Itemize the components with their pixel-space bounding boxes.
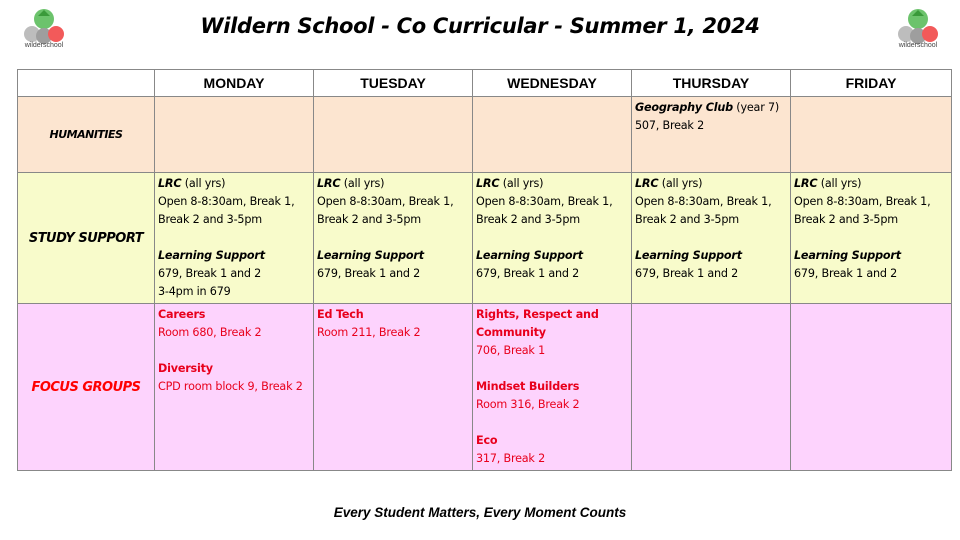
focus-group-detail: 706, Break 1 [476,344,545,357]
learning-support-name: Learning Support [158,249,265,262]
study-monday [155,173,314,304]
learning-support-extra: 3-4pm in 679 [158,285,231,298]
lrc-hours-2: Break 2 and 3-5pm [794,213,898,226]
day-header-monday: MONDAY [155,70,314,97]
club-detail: 507, Break 2 [635,119,704,132]
lrc-hours-1: Open 8-8:30am, Break 1, [794,195,931,208]
day-header-wednesday: WEDNESDAY [473,70,632,97]
lrc-hours-1: Open 8-8:30am, Break 1, [158,195,295,208]
lrc-name: LRC [476,177,500,190]
corner-cell [18,70,155,97]
lrc-note: (all yrs) [820,177,862,190]
row-label-humanities: HUMANITIES [18,97,155,173]
focus-thursday [632,304,791,471]
focus-group-detail: CPD room block 9, Break 2 [158,380,303,393]
lrc-hours-2: Break 2 and 3-5pm [158,213,262,226]
lrc-hours-1: Open 8-8:30am, Break 1, [476,195,613,208]
timetable [17,69,952,471]
focus-group-name: Mindset Builders [476,380,580,393]
focus-friday [791,304,952,471]
lrc-name: LRC [794,177,818,190]
focus-group-name-cont: Community [476,326,546,339]
lrc-note: (all yrs) [184,177,226,190]
study-support-row [18,173,952,304]
humanities-monday [155,97,314,173]
footer-motto: Every Student Matters, Every Moment Counts [333,505,627,520]
humanities-friday [791,97,952,173]
learning-support-detail: 679, Break 1 and 2 [635,267,739,280]
study-friday [791,173,952,304]
lrc-note: (all yrs) [343,177,385,190]
learning-support-name: Learning Support [476,249,583,262]
club-note: (year 7) [736,101,780,114]
row-label-study-support: STUDY SUPPORT [18,173,155,304]
row-label-focus-groups: FOCUS GROUPS [18,304,155,471]
focus-group-detail: Room 316, Break 2 [476,398,580,411]
focus-group-name: Ed Tech [317,308,364,321]
lrc-name: LRC [317,177,341,190]
header-row [18,70,952,97]
focus-monday [155,304,314,471]
humanities-wednesday [473,97,632,173]
lrc-hours-1: Open 8-8:30am, Break 1, [635,195,772,208]
lrc-name: LRC [158,177,182,190]
lrc-note: (all yrs) [502,177,544,190]
focus-group-detail: Room 211, Break 2 [317,326,421,339]
study-wednesday [473,173,632,304]
humanities-row [18,97,952,173]
learning-support-name: Learning Support [794,249,901,262]
focus-group-name: Diversity [158,362,213,375]
logo-caption-right: wilderschool [898,42,938,49]
lrc-hours-2: Break 2 and 3-5pm [635,213,739,226]
learning-support-detail: 679, Break 1 and 2 [794,267,898,280]
learning-support-name: Learning Support [635,249,742,262]
lrc-note: (all yrs) [661,177,703,190]
day-header-thursday: THURSDAY [632,70,791,97]
focus-group-detail: Room 680, Break 2 [158,326,262,339]
day-header-tuesday: TUESDAY [314,70,473,97]
club-name: Geography Club [635,101,733,114]
lrc-hours-1: Open 8-8:30am, Break 1, [317,195,454,208]
study-tuesday [314,173,473,304]
lrc-hours-2: Break 2 and 3-5pm [476,213,580,226]
humanities-tuesday [314,97,473,173]
logo-caption-left: wilderschool [24,42,64,49]
day-header-friday: FRIDAY [791,70,952,97]
focus-groups-row [18,304,952,471]
focus-wednesday [473,304,632,471]
focus-group-name: Careers [158,308,206,321]
learning-support-name: Learning Support [317,249,424,262]
page-title: Wildern School - Co Curricular - Summer 1, 2024 [200,14,760,38]
lrc-hours-2: Break 2 and 3-5pm [317,213,421,226]
learning-support-detail: 679, Break 1 and 2 [476,267,580,280]
focus-group-name: Rights, Respect and [476,308,599,321]
focus-group-detail: 317, Break 2 [476,452,545,465]
learning-support-detail: 679, Break 1 and 2 [158,267,262,280]
humanities-thursday [632,97,791,173]
lrc-name: LRC [635,177,659,190]
focus-group-name: Eco [476,434,498,447]
learning-support-detail: 679, Break 1 and 2 [317,267,421,280]
study-thursday [632,173,791,304]
focus-tuesday [314,304,473,471]
